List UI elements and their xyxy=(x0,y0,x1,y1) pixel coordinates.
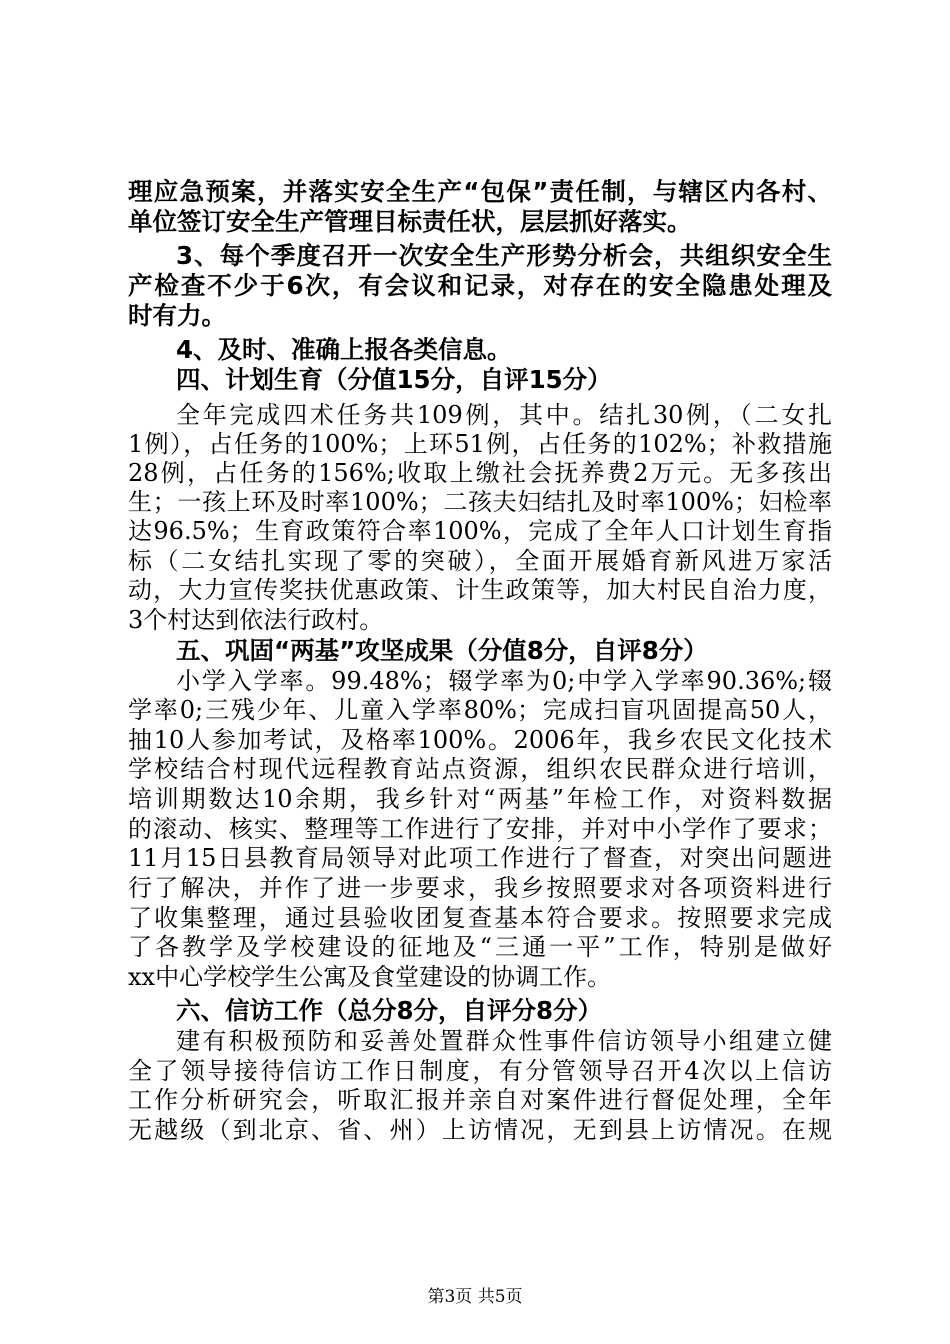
paragraph-line: 达96.5%；生育政策符合率100%，完成了全年人口计划生育指 xyxy=(128,517,832,545)
paragraph-line: 28例，占任务的156%;收取上缴社会抚养费2万元。无多孩出 xyxy=(128,459,832,487)
paragraph-line: 抽10人参加考试，及格率100%。2006年，我乡农民文化技术 xyxy=(128,726,832,754)
paragraph-line: 11月15日县教育局领导对此项工作进行了督查，对突出问题进 xyxy=(128,844,832,872)
paragraph-line-bold: 单位签订安全生产管理目标责任状，层层抓好落实。 xyxy=(128,207,692,236)
paragraph-line-bold: 3、每个季度召开一次安全生产形势分析会，共组织安全生 xyxy=(176,241,832,270)
paragraph-line: 行了解决，并作了进一步要求，我乡按照要求对各项资料进行 xyxy=(128,874,832,902)
paragraph-line-bold: 理应急预案，并落实安全生产“包保”责任制，与辖区内各村、 xyxy=(128,177,832,206)
paragraph-line: 学率0;三残少年、儿童入学率80%；完成扫盲巩固提高50人， xyxy=(128,696,832,724)
paragraph-line: 3个村达到依法行政村。 xyxy=(128,606,384,634)
paragraph-line-bold: 4、及时、准确上报各类信息。 xyxy=(176,335,512,364)
paragraph-line-bold: 四、计划生育（分值15分，自评15分） xyxy=(176,365,612,394)
paragraph-line: 生；一孩上环及时率100%；二孩夫妇结扎及时率100%；妇检率 xyxy=(128,488,832,516)
paragraph-line: 学校结合村现代远程教育站点资源，组织农民群众进行培训， xyxy=(128,755,832,783)
paragraph-line: 工作分析研究会，听取汇报并亲自对案件进行督促处理，全年 xyxy=(128,1086,832,1114)
paragraph-line-bold: 时有力。 xyxy=(128,301,226,330)
paragraph-line: 的滚动、核实、整理等工作进行了安排，并对中小学作了要求； xyxy=(128,815,832,843)
paragraph-line-bold: 产检查不少于6次，有会议和记录，对存在的安全隐患处理及 xyxy=(128,271,832,300)
paragraph-line: 小学入学率。99.48%；辍学率为0;中学入学率90.36%;辍 xyxy=(176,667,832,695)
paragraph-line: 全年完成四术任务共109例，其中。结扎30例，（二女扎 xyxy=(176,401,832,429)
paragraph-line: 培训期数达10余期，我乡针对“两基”年检工作，对资料数据 xyxy=(128,785,832,813)
paragraph-line: 1例），占任务的100%；上环51例，占任务的102%；补救措施 xyxy=(128,430,832,458)
page-footer: 第3页 共5页 xyxy=(427,1287,523,1307)
paragraph-line: 无越级（到北京、省、州）上访情况，无到县上访情况。在规 xyxy=(128,1116,832,1144)
paragraph-line: 了收集整理，通过县验收团复查基本符合要求。按照要求完成 xyxy=(128,904,832,932)
paragraph-line: 了各教学及学校建设的征地及“三通一平”工作，特别是做好 xyxy=(128,933,832,961)
paragraph-line: 建有积极预防和妥善处置群众性事件信访领导小组建立健 xyxy=(176,1027,832,1055)
paragraph-line-bold: 六、信访工作（总分8分，自评分8分） xyxy=(176,996,603,1025)
paragraph-line-bold: 五、巩固“两基”攻坚成果（分值8分，自评8分） xyxy=(176,636,708,665)
paragraph-line: 标（二女结扎实现了零的突破），全面开展婚育新风进万家活 xyxy=(128,547,832,575)
paragraph-line: 动，大力宣传奖扶优惠政策、计生政策等，加大村民自治力度， xyxy=(128,576,832,604)
paragraph-line: xx中心学校学生公寓及食堂建设的协调工作。 xyxy=(128,963,612,991)
paragraph-line: 全了领导接待信访工作日制度，有分管领导召开4次以上信访 xyxy=(128,1057,832,1085)
